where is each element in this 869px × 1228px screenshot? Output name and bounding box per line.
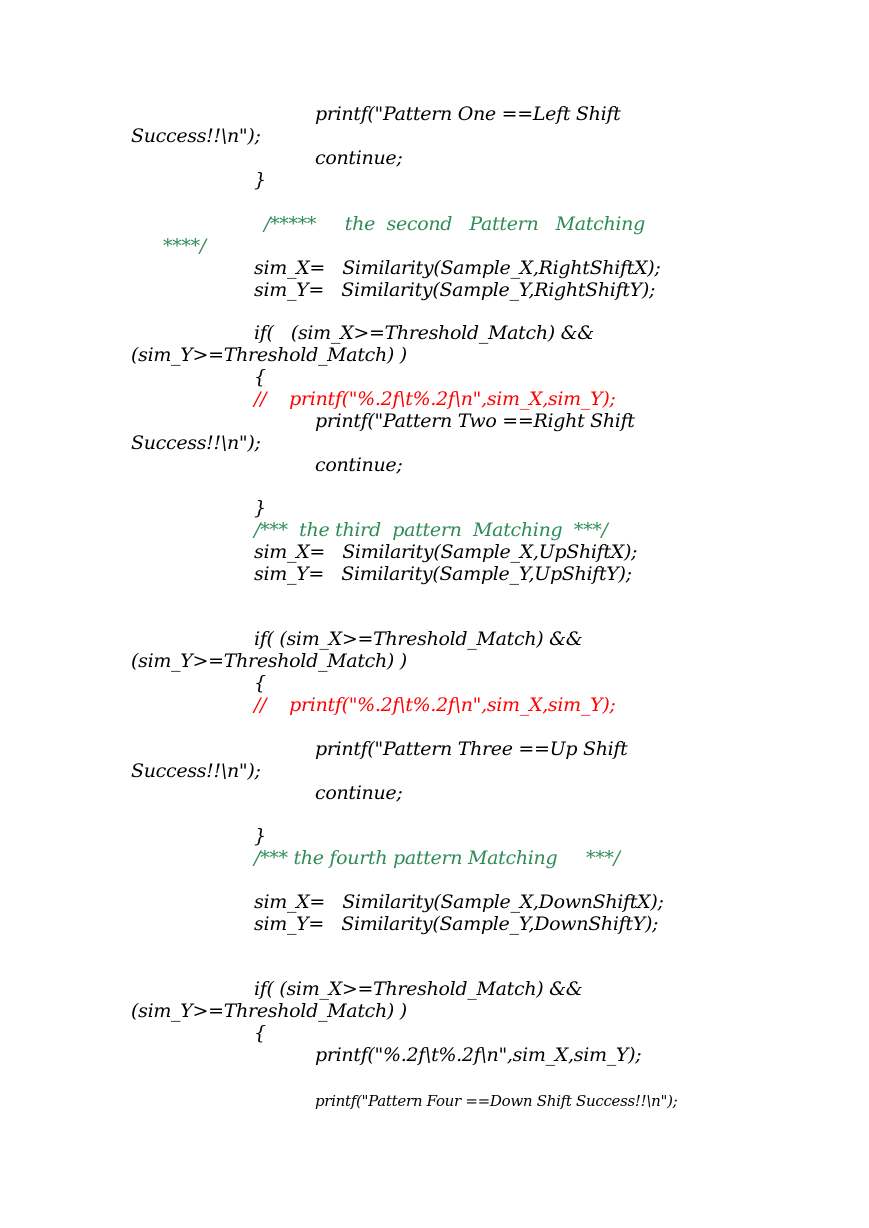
code-line: sim_Y= Similarity(Sample_Y,UpShiftY); xyxy=(254,563,632,585)
code-line: Success!!\n"); xyxy=(131,432,261,454)
code-line: { xyxy=(254,1022,266,1044)
code-line: sim_X= Similarity(Sample_X,DownShiftX); xyxy=(254,891,664,913)
code-line: if( (sim_X>=Threshold_Match) && xyxy=(254,978,583,1000)
code-line: if( (sim_X>=Threshold_Match) && xyxy=(254,322,594,344)
commented-code-line: // printf("%.2f\t%.2f\n",sim_X,sim_Y); xyxy=(254,694,616,716)
code-line: continue; xyxy=(315,147,403,169)
code-line: sim_Y= Similarity(Sample_Y,DownShiftY); xyxy=(254,913,659,935)
comment-line: ****/ xyxy=(163,235,206,257)
code-line: sim_Y= Similarity(Sample_Y,RightShiftY); xyxy=(254,279,656,301)
code-line: printf("Pattern Two ==Right Shift xyxy=(315,410,635,432)
commented-code-line: // printf("%.2f\t%.2f\n",sim_X,sim_Y); xyxy=(254,388,616,410)
code-line: (sim_Y>=Threshold_Match) ) xyxy=(131,650,407,672)
code-line: printf("Pattern Three ==Up Shift xyxy=(315,738,628,760)
code-line: printf("Pattern Four ==Down Shift Success!!\n"); xyxy=(315,1092,678,1110)
code-line: } xyxy=(254,497,266,519)
comment-line: /*** the fourth pattern Matching ***/ xyxy=(254,847,620,869)
code-line: (sim_Y>=Threshold_Match) ) xyxy=(131,1000,407,1022)
code-line: sim_X= Similarity(Sample_X,UpShiftX); xyxy=(254,541,638,563)
comment-line: /*** the third pattern Matching ***/ xyxy=(254,519,608,541)
code-line: printf("Pattern One ==Left Shift xyxy=(315,103,621,125)
code-line: } xyxy=(254,169,266,191)
code-line: Success!!\n"); xyxy=(131,125,261,147)
code-line: { xyxy=(254,366,266,388)
code-line: if( (sim_X>=Threshold_Match) && xyxy=(254,628,583,650)
comment-line: /***** the second Pattern Matching xyxy=(264,213,645,235)
code-line: Success!!\n"); xyxy=(131,760,261,782)
code-line: sim_X= Similarity(Sample_X,RightShiftX); xyxy=(254,257,661,279)
code-line: continue; xyxy=(315,454,403,476)
code-line: printf("%.2f\t%.2f\n",sim_X,sim_Y); xyxy=(315,1044,642,1066)
code-line: continue; xyxy=(315,782,403,804)
code-line: { xyxy=(254,672,266,694)
code-line: (sim_Y>=Threshold_Match) ) xyxy=(131,344,407,366)
code-line: } xyxy=(254,825,266,847)
